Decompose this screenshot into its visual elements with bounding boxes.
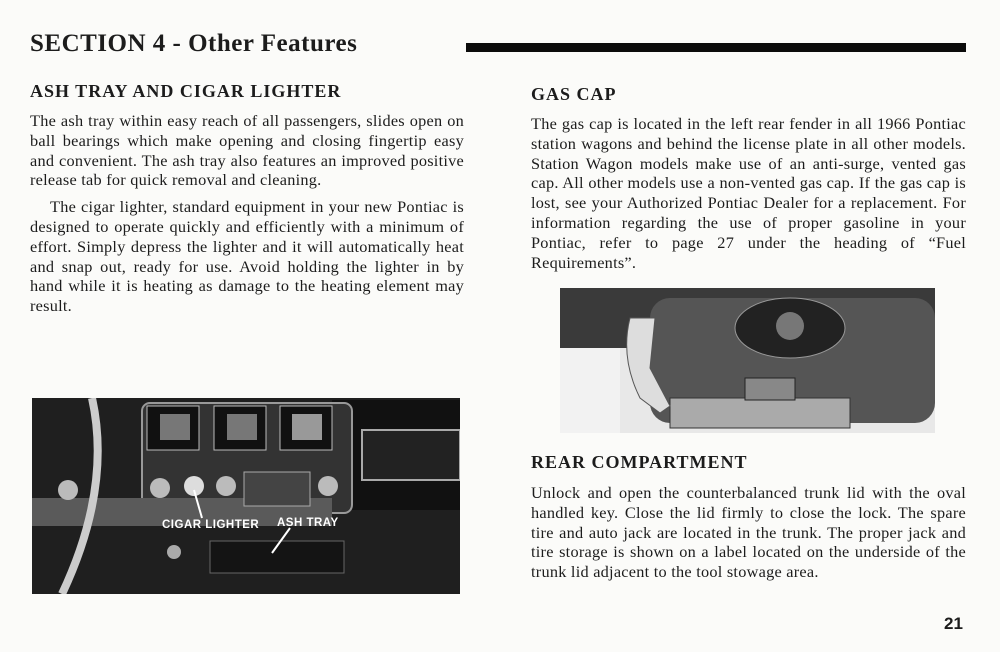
cigar-lighter-label: CIGAR LIGHTER — [162, 519, 260, 531]
gas-cap-heading: GAS CAP — [531, 84, 617, 104]
gas-cap-illustration — [560, 288, 935, 433]
ash-tray-text — [30, 111, 464, 316]
rear-compartment-paragraph: Unlock and open the counterbalanced trunk lid with the oval handled key. Close the lid firmly to close the lock. The spare tire and auto jack are located in the trunk. The proper jack and tire storage is shown on a label located on the underside of the trunk lid adjacent to the tool stowage area. — [531, 483, 966, 582]
dashboard-photo — [32, 398, 460, 594]
dashboard-illustration — [32, 398, 460, 594]
gas-cap-paragraph: The gas cap is located in the left rear fender in all 1966 Pontiac station wagons and behind the license plate in all other models. Station Wagon models make use of an anti-surge, vented gas cap. All other models use a non-vented gas cap. If the gas cap is lost, see your Authorized Pontiac Dealer for a replacement. For information regarding the use of proper gasoline in your Pontiac, refer to page 27 under the heading of “Fuel Requirements”. — [531, 114, 966, 272]
ash-tray-heading: ASH TRAY AND CIGAR LIGHTER — [30, 81, 342, 101]
header-rule — [466, 43, 966, 52]
cigar-lighter-paragraph: The cigar lighter, standard equipment in your new Pontiac is designed to operate quickly and efficiently with a minimum of effort. Simply depress the lighter and it will automatically heat and snap out, ready for use. Avoid holding the lighter in by hand while it is heating as damage to the heating element may result. — [30, 197, 464, 316]
gas-cap-photo — [560, 288, 935, 433]
ash-tray-label: ASH TRAY — [277, 517, 339, 529]
rear-compartment-heading: REAR COMPARTMENT — [531, 452, 748, 472]
section-title: SECTION 4 - Other Features — [30, 30, 358, 57]
page-number: 21 — [944, 614, 963, 633]
ash-tray-paragraph: The ash tray within easy reach of all passengers, slides open on ball bearings which make opening and closing fingertip easy and convenient. The ash tray also features an improved positive release tab for quick removal and cleaning. — [30, 111, 464, 190]
